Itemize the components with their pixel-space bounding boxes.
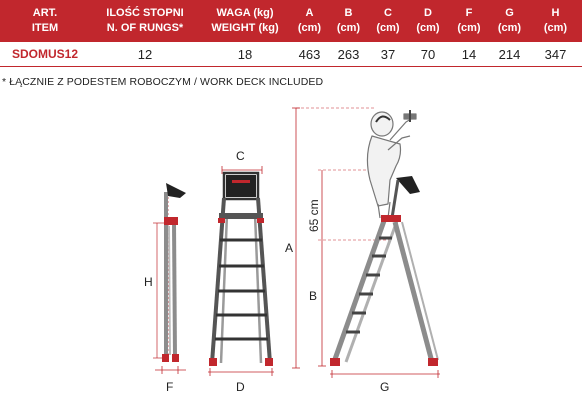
label-b: B — [309, 289, 318, 303]
table-row — [0, 42, 582, 67]
header-a: A (cm) — [290, 0, 329, 42]
cell-c: 37 — [380, 46, 396, 62]
cell-weight: 18 — [237, 46, 253, 62]
spec-table — [0, 0, 582, 67]
perspective-view — [296, 108, 440, 394]
label-d: D — [236, 380, 245, 394]
cell-a: 463 — [298, 46, 321, 62]
header-b: B (cm) — [329, 0, 368, 42]
cell-g: 214 — [498, 46, 521, 62]
label-h: H — [144, 275, 153, 289]
cell-rungs: 12 — [137, 46, 153, 62]
cell-h: 347 — [544, 46, 567, 62]
cell-f: 14 — [461, 46, 477, 62]
side-view — [144, 183, 186, 394]
cell-item: SDOMUS12 — [11, 47, 79, 61]
header-d: D (cm) — [408, 0, 448, 42]
header-row — [0, 0, 582, 42]
cell-b: 263 — [337, 46, 360, 62]
cell-d: 70 — [420, 46, 436, 62]
person-figure — [367, 110, 416, 218]
front-view — [208, 108, 300, 394]
header-item: ART. ITEM — [0, 0, 90, 42]
header-g: G (cm) — [490, 0, 529, 42]
footnote: * ŁĄCZNIE Z PODESTEM ROBOCZYM / WORK DECK INCLUDED — [2, 76, 324, 88]
header-weight: WAGA (kg) WEIGHT (kg) — [200, 0, 290, 42]
label-c: C — [236, 149, 245, 163]
header-f: F (cm) — [448, 0, 490, 42]
label-a: A — [285, 241, 294, 255]
ladder-diagram — [0, 92, 582, 407]
header-h: H (cm) — [529, 0, 582, 42]
label-g: G — [380, 380, 390, 394]
label-f: F — [166, 380, 174, 394]
header-c: C (cm) — [368, 0, 408, 42]
label-65cm: 65 cm — [307, 199, 321, 232]
header-rungs: ILOŚĆ STOPNI N. OF RUNGS* — [90, 0, 200, 42]
